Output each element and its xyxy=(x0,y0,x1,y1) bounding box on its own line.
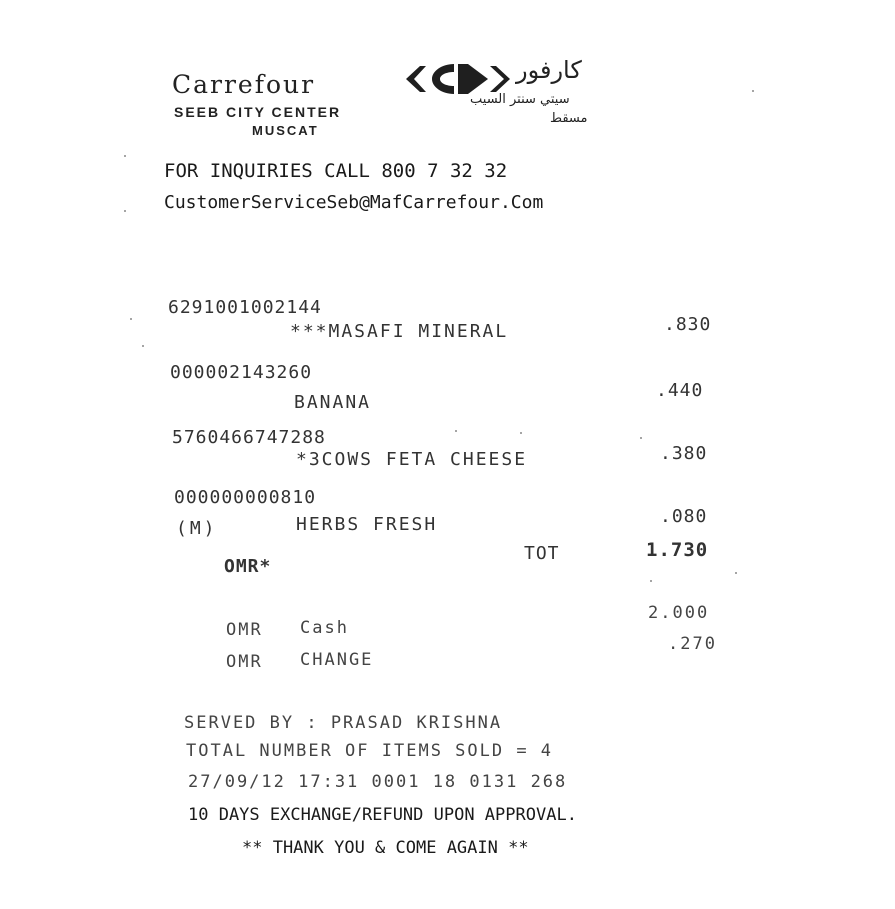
item-code: 6291001002144 xyxy=(168,297,322,318)
item-prefix: (M) xyxy=(176,518,218,539)
store-city: MUSCAT xyxy=(252,123,319,138)
item-name: ***MASAFI MINERAL xyxy=(290,321,509,342)
item-name: HERBS FRESH xyxy=(296,514,438,535)
transaction-info: 27/09/12 17:31 0001 18 0131 268 xyxy=(188,772,568,792)
served-by: SERVED BY : PRASAD KRISHNA xyxy=(184,713,503,733)
inquiries-phone: FOR INQUIRIES CALL 800 7 32 32 xyxy=(164,160,508,182)
item-code: 5760466747288 xyxy=(172,427,326,448)
store-city-arabic: مسقط xyxy=(550,111,588,126)
cash-label: Cash xyxy=(300,618,349,638)
cash-amount: 2.000 xyxy=(648,603,710,623)
item-price: .440 xyxy=(656,380,704,401)
item-name: *3COWS FETA CHEESE xyxy=(296,449,528,470)
total-label: TOT xyxy=(524,543,560,564)
change-label: CHANGE xyxy=(300,650,374,670)
customer-service-email: CustomerServiceSeb@MafCarrefour.Com xyxy=(164,192,544,213)
store-name-arabic: سيتي سنتر السيب xyxy=(470,92,570,107)
item-price: .830 xyxy=(664,314,712,335)
change-currency: OMR xyxy=(226,652,263,672)
change-amount: .270 xyxy=(668,634,717,654)
item-price: .080 xyxy=(660,506,708,527)
cash-currency: OMR xyxy=(226,620,263,640)
carrefour-logo-icon xyxy=(402,62,512,96)
refund-policy: 10 DAYS EXCHANGE/REFUND UPON APPROVAL. xyxy=(188,805,577,825)
item-code: 000000000810 xyxy=(174,487,317,508)
logo-arabic-text: كارفور xyxy=(516,56,582,84)
item-name: BANANA xyxy=(294,392,372,413)
item-price: .380 xyxy=(660,443,708,464)
store-name: SEEB CITY CENTER xyxy=(174,104,342,120)
items-sold-count: TOTAL NUMBER OF ITEMS SOLD = 4 xyxy=(186,741,554,761)
thank-you-message: ** THANK YOU & COME AGAIN ** xyxy=(242,838,529,858)
total-amount: 1.730 xyxy=(646,539,709,561)
logo-text: Carrefour xyxy=(172,70,316,99)
item-code: 000002143260 xyxy=(170,362,313,383)
total-currency: OMR* xyxy=(224,556,272,577)
